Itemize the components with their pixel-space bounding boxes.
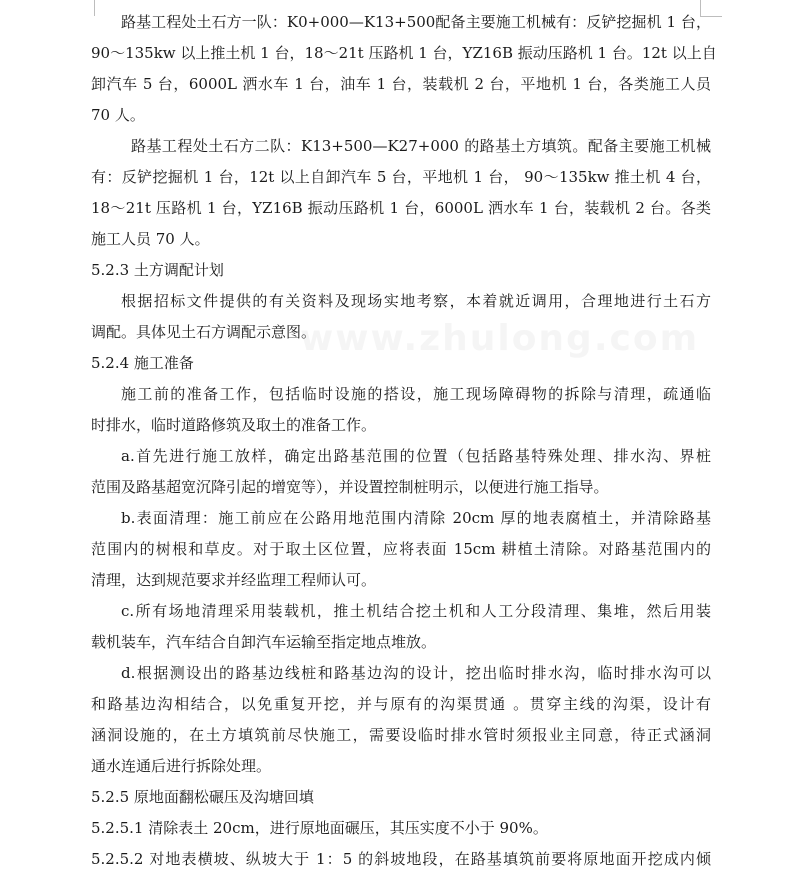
paragraph-line: 载机装车，汽车结合自卸汽车运输至指定地点堆放。 <box>91 633 437 651</box>
paragraph-line: 有：反铲挖掘机 1 台，12t 以上自卸汽车 5 台，平地机 1 台， 90～135kw 推土机 4 台， <box>91 168 711 186</box>
paragraph-line: 范围内的树根和草皮。对于取土区位置，应将表面 15cm 耕植土清除。对路基范围内的 <box>91 540 711 558</box>
paragraph-line: 通水连通后进行拆除处理。 <box>91 757 272 775</box>
watermark: www.zhulong.com <box>300 318 700 359</box>
paragraph <box>91 596 711 658</box>
paragraph <box>91 7 717 131</box>
paragraph <box>91 658 711 782</box>
paragraph <box>91 441 711 503</box>
paragraph-line: a.首先进行施工放样，确定出路基范围的位置（包括路基特殊处理、排水沟、界桩 <box>121 447 711 465</box>
paragraph-line: 70 人。 <box>91 106 145 124</box>
paragraph-line: 范围及路基超宽沉降引起的增宽等），并设置控制桩明示，以便进行施工指导。 <box>91 478 609 496</box>
paragraph-line: 涵洞设施的，在土方填筑前尽快施工，需要设临时排水管时须报业主同意，待正式涵洞 <box>91 726 711 744</box>
section-heading: 5.2.4 施工准备 <box>91 354 194 372</box>
paragraph <box>91 503 711 596</box>
section-heading: 5.2.3 土方调配计划 <box>91 261 224 279</box>
paragraph-line: c.所有场地清理采用装载机，推土机结合挖土机和人工分段清理、集堆，然后用装 <box>121 602 711 620</box>
paragraph-line: 卸汽车 5 台，6000L 洒水车 1 台，油车 1 台，装载机 2 台，平地机 1 台，各类施工人员 <box>91 75 711 93</box>
paragraph-line: 90～135kw 以上推土机 1 台，18～21t 压路机 1 台，YZ16B 振动压路机 1 台。12t 以上自 <box>91 44 717 62</box>
paragraph <box>91 286 711 348</box>
paragraph-line: d.根据测设出的路基边线桩和路基边沟的设计，挖出临时排水沟，临时排水沟可以 <box>121 664 711 682</box>
paragraph-line: b.表面清理：施工前应在公路用地范围内清除 20cm 厚的地表腐植土，并清除路基 <box>121 509 711 527</box>
paragraph-line: 施工人员 70 人。 <box>91 230 210 248</box>
paragraph-line: 施工前的准备工作，包括临时设施的搭设，施工现场障碍物的拆除与清理，疏通临 <box>121 385 711 403</box>
paragraph <box>91 379 711 441</box>
paragraph <box>91 131 711 255</box>
paragraph-line: 和路基边沟相结合，以免重复开挖，并与原有的沟渠贯通 。贯穿主线的沟渠，设计有 <box>91 695 711 713</box>
document-body <box>91 7 717 875</box>
paragraph-line: 18～21t 压路机 1 台，YZ16B 振动压路机 1 台，6000L 洒水车 1 台，装载机 2 台。各类 <box>91 199 711 217</box>
paragraph-line: 时排水，临时道路修筑及取土的准备工作。 <box>91 416 377 434</box>
paragraph-line: 清理，达到规范要求并经监理工程师认可。 <box>91 571 377 589</box>
paragraph-line: 根据招标文件提供的有关资料及现场实地考察，本着就近调用，合理地进行土石方 <box>121 292 711 310</box>
paragraph-line: 路基工程处土石方一队：K0+000—K13+500配备主要施工机械有：反铲挖掘机 1 台， <box>121 13 711 31</box>
section-heading: 5.2.5 原地面翻松碾压及沟塘回填 <box>91 788 314 806</box>
section-heading: 5.2.5.1 清除表土 20cm，进行原地面碾压，其压实度不小于 90%。 <box>91 819 548 837</box>
paragraph-line: 路基工程处土石方二队：K13+500—K27+000 的路基土方填筑。配备主要施工机械 <box>131 137 711 155</box>
paragraph-line: 调配。具体见土石方调配示意图。 <box>91 323 317 341</box>
section-heading: 5.2.5.2 对地表横坡、纵坡大于 1：5 的斜坡地段，在路基填筑前要将原地面开挖成内倾 <box>91 850 711 868</box>
